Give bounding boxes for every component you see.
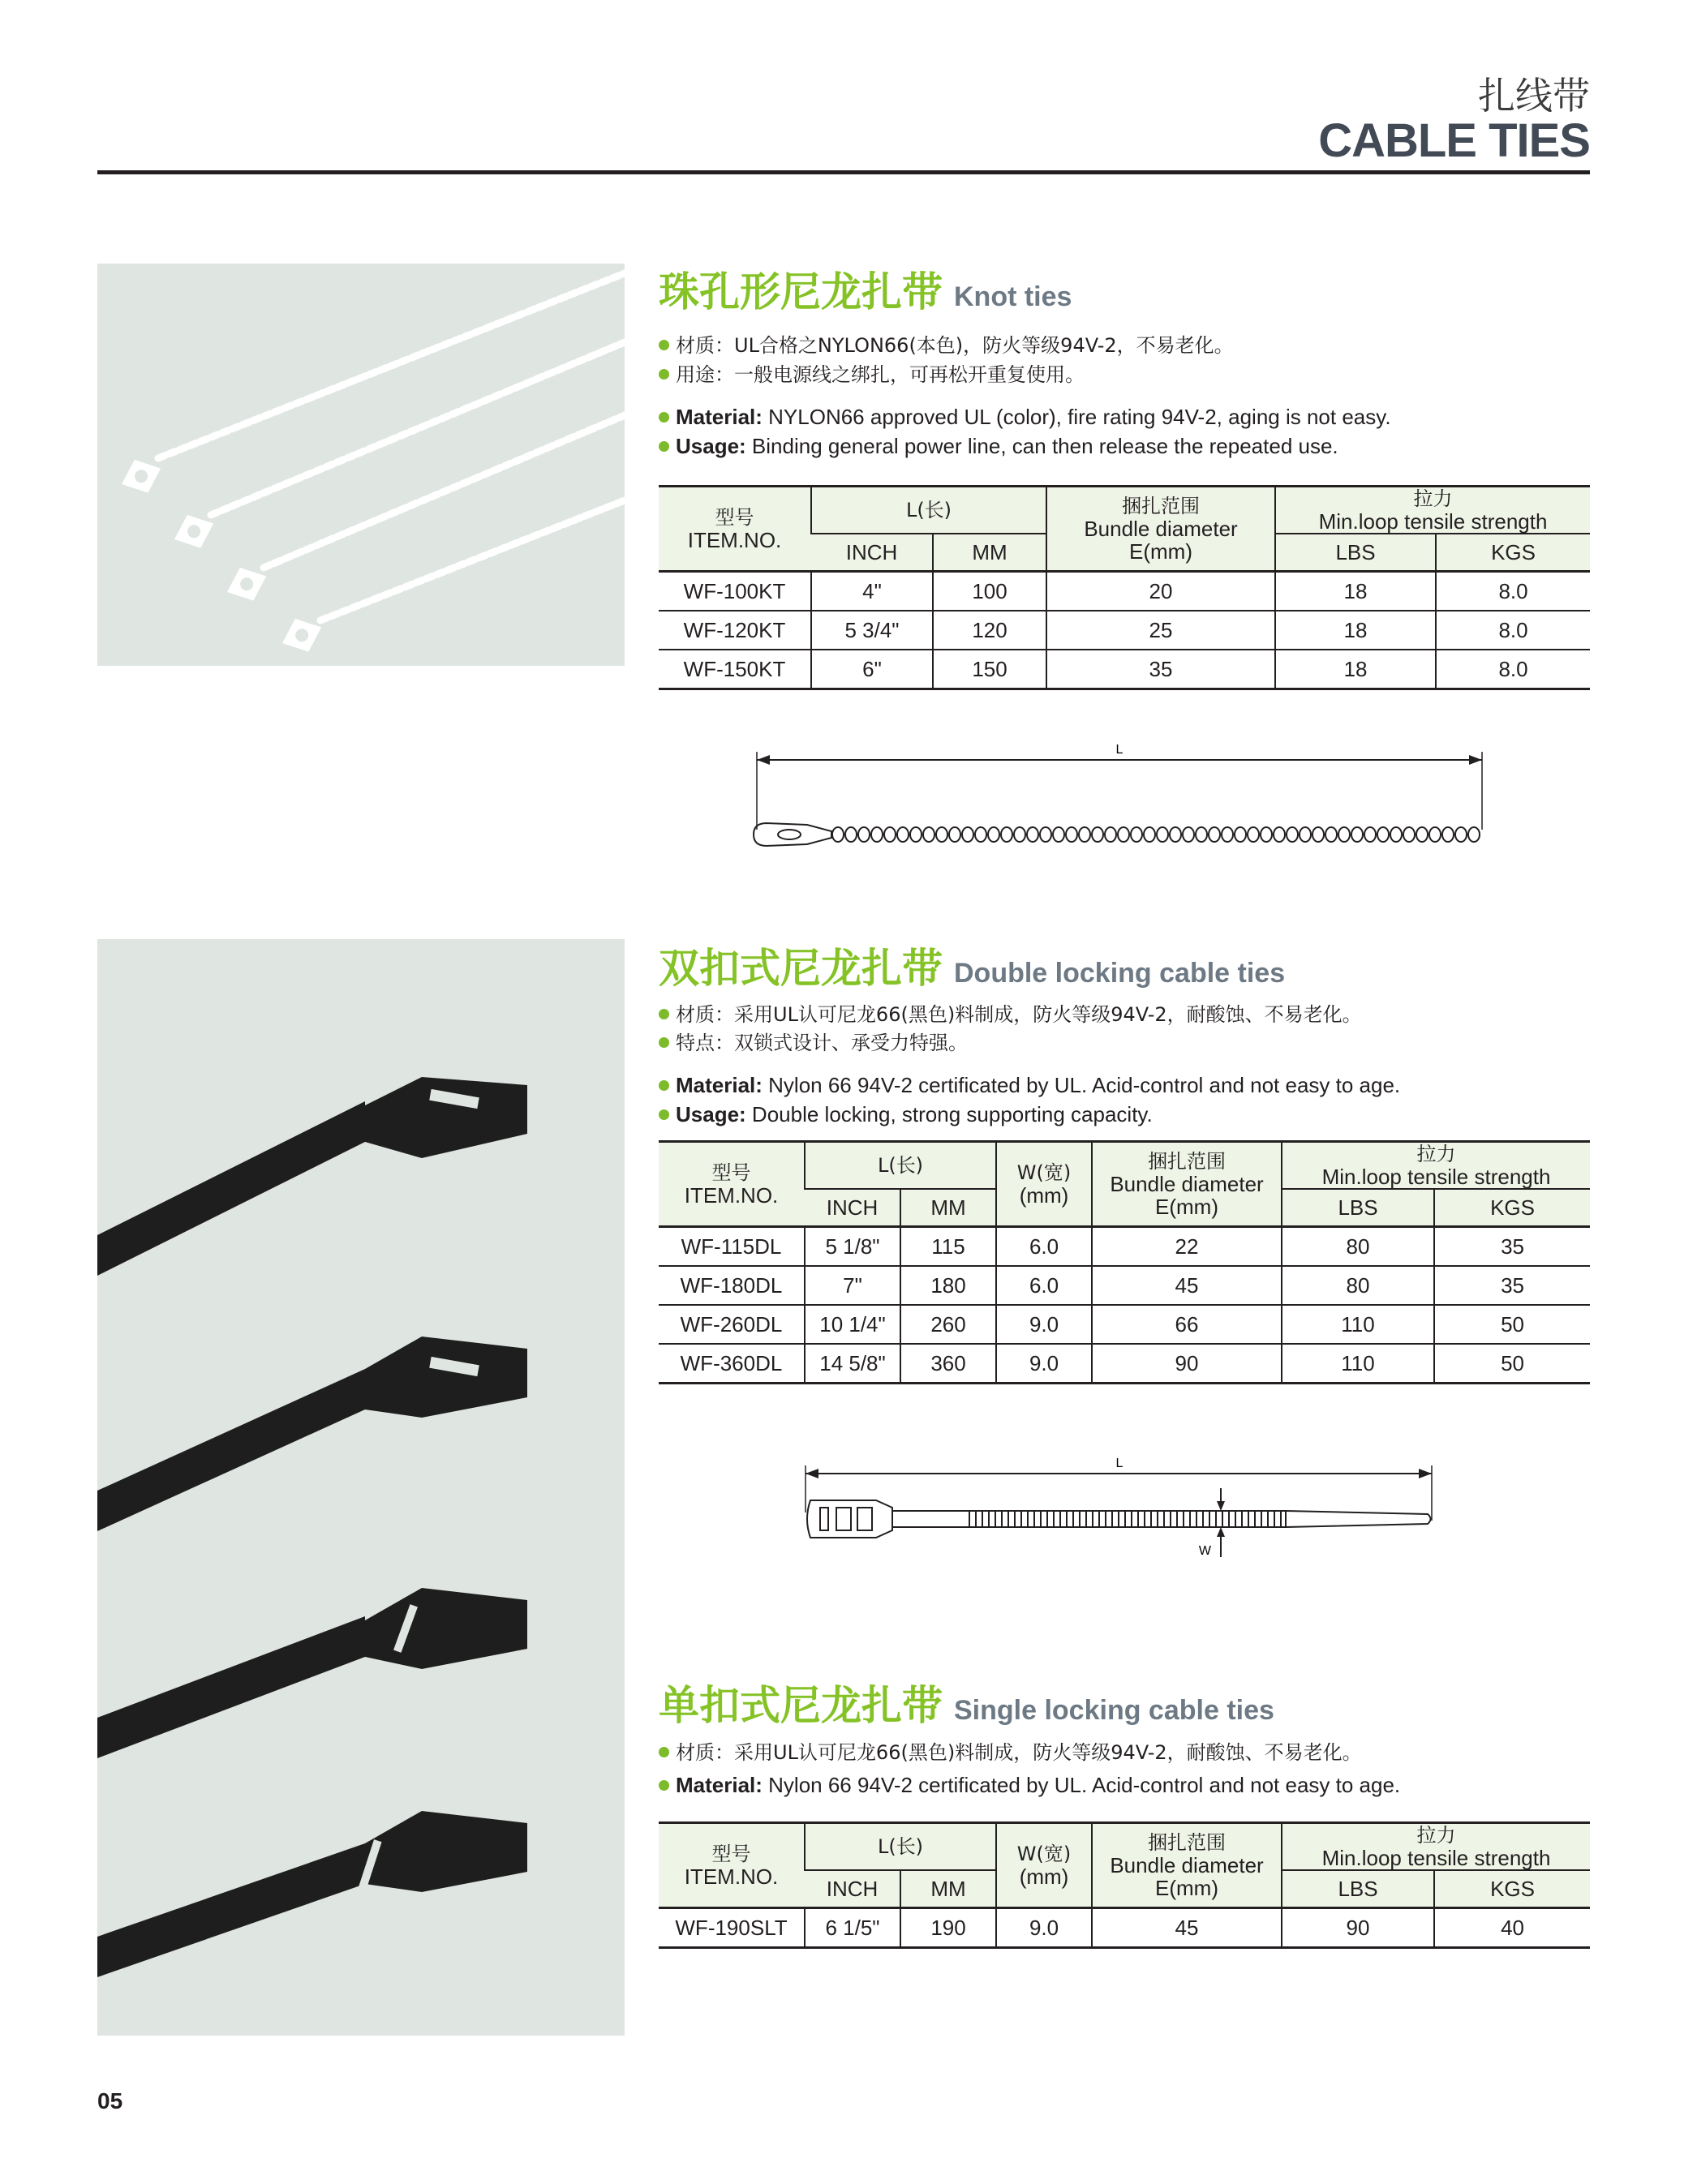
bead <box>897 827 909 842</box>
knot-note-cn-2: 用途：一般电源线之绑扎，可再松开重复使用。 <box>659 360 1085 389</box>
knot-diagram-length-label: L <box>1115 743 1123 757</box>
double-diagram-length-label: L <box>1115 1457 1123 1470</box>
table-row: WF-115DL 5 1/8" 115 6.0 22 80 35 <box>659 1226 1590 1266</box>
bead <box>1027 827 1038 842</box>
table-row: WF-100KT 4" 100 20 18 8.0 <box>659 571 1590 611</box>
black-cable-ties-image <box>97 939 625 2036</box>
th-kgs: KGS <box>1436 534 1590 571</box>
bead <box>1170 827 1181 842</box>
bead <box>1287 827 1298 842</box>
table-row: WF-260DL 10 1/4" 260 9.0 66 110 50 <box>659 1305 1590 1344</box>
table-row: WF-120KT 5 3/4" 120 25 18 8.0 <box>659 611 1590 650</box>
knot-ties-title <box>659 260 1072 318</box>
bead <box>949 827 960 842</box>
bead <box>1429 827 1441 842</box>
bead <box>910 827 922 842</box>
header-divider <box>97 170 1590 174</box>
bead <box>1183 827 1194 842</box>
bead <box>923 827 934 842</box>
header-title-cn: 扎线带 <box>1478 74 1590 118</box>
bead <box>1144 827 1155 842</box>
table-row: WF-180DL 7" 180 6.0 45 80 35 <box>659 1266 1590 1305</box>
bead <box>1001 827 1012 842</box>
bead <box>975 827 986 842</box>
table-row: WF-150KT 6" 150 35 18 8.0 <box>659 650 1590 689</box>
bead <box>871 827 883 842</box>
bead <box>1222 827 1233 842</box>
knot-tie-diagram <box>750 742 1497 856</box>
bead <box>1248 827 1259 842</box>
bead <box>1390 827 1402 842</box>
bead <box>1403 827 1415 842</box>
single-locking-title <box>659 1673 1274 1731</box>
single-note-cn-1: 材质：采用UL认可尼龙66(黑色)料制成，防火等级94V-2，耐酸蚀、不易老化。 <box>659 1738 1362 1767</box>
double-locking-diagram <box>799 1456 1440 1577</box>
cable-ties-photo <box>97 939 625 2036</box>
double-note-en-material: Material: Nylon 66 94V-2 certificated by UL. Acid-control and not easy to age. <box>659 1071 1400 1100</box>
bead <box>1157 827 1168 842</box>
page-number: 05 <box>97 2088 123 2113</box>
double-locking-table: 型号 ITEM.NO. L(长) W(宽) (mm) 捆扎范围 Bundle diameter E(mm) 拉力 Min.loop tensile strength INCH MM LBS KGS WF-115DL 5 1/8" 115 6.0 22 80 35 WF-180DL 7" 180 6.0 45 80 35 WF-260DL 10 1/4" 260 9.0 66 110 50 WF-360DL 14 5/8" 360 9.0 90 110 50 <box>659 1140 1590 1384</box>
bead <box>1053 827 1064 842</box>
bead <box>1235 827 1246 842</box>
bead <box>832 827 844 842</box>
th-mm: MM <box>933 534 1046 571</box>
bead <box>858 827 870 842</box>
table-row: WF-190SLT 6 1/5" 190 9.0 45 90 40 <box>659 1907 1590 1947</box>
bead <box>1416 827 1428 842</box>
th-bundle-en: Bundle diameter <box>1084 516 1238 541</box>
bead <box>1338 827 1350 842</box>
single-locking-table: 型号 ITEM.NO. L(长) W(宽) (mm) 捆扎范围 Bundle diameter E(mm) 拉力 Min.loop tensile strength INCH MM LBS KGS WF-190SLT 6 1/5" 190 9.0 45 90 40 <box>659 1821 1590 1949</box>
bead <box>1377 827 1389 842</box>
double-locking-title <box>659 936 1285 994</box>
knot-ties-title-cn: 珠孔形尼龙扎带 <box>659 268 943 315</box>
bead <box>1040 827 1051 842</box>
table-row: WF-360DL 14 5/8" 360 9.0 90 110 50 <box>659 1344 1590 1384</box>
knot-ties-photo <box>97 264 625 666</box>
knot-note-en-usage: Usage: Binding general power line, can then release the repeated use. <box>659 431 1338 461</box>
th-item-en: ITEM.NO. <box>687 527 782 552</box>
knot-ties-title-en: Knot ties <box>954 281 1072 312</box>
bead <box>1209 827 1220 842</box>
th-lbs: LBS <box>1275 534 1436 571</box>
knot-ties-table <box>659 485 1590 690</box>
bead <box>1351 827 1363 842</box>
bead <box>1274 827 1285 842</box>
double-locking-title-en: Double locking cable ties <box>954 958 1286 989</box>
th-bundle-cn: 捆扎范围 <box>1122 494 1201 517</box>
bead <box>1092 827 1103 842</box>
th-item-cn: 型号 <box>715 505 754 529</box>
bead <box>1455 827 1467 842</box>
single-note-en-material: Material: Nylon 66 94V-2 certificated by UL. Acid-control and not easy to age. <box>659 1770 1400 1800</box>
bead <box>1312 827 1324 842</box>
double-note-cn-2: 特点：双锁式设计、承受力特强。 <box>659 1028 968 1058</box>
single-locking-title-cn: 单扣式尼龙扎带 <box>659 1682 943 1729</box>
th-tensile-cn: 拉力 <box>1413 487 1453 510</box>
knot-note-en-material: Material: NYLON66 approved UL (color), fire rating 94V-2, aging is not easy. <box>659 402 1391 431</box>
double-note-en-usage: Usage: Double locking, strong supporting capacity. <box>659 1100 1153 1129</box>
th-tensile-en: Min.loop tensile strength <box>1318 509 1548 534</box>
bead <box>884 827 896 842</box>
th-bundle-unit: E(mm) <box>1129 538 1192 564</box>
bead <box>1300 827 1311 842</box>
double-diagram-width-label: W <box>1198 1544 1211 1558</box>
knot-note-cn-1: 材质：UL合格之NYLON66(本色)，防火等级94V-2，不易老化。 <box>659 331 1234 360</box>
th-length: L(长) <box>811 487 1046 534</box>
th-inch: INCH <box>811 534 933 571</box>
double-locking-title-cn: 双扣式尼龙扎带 <box>659 945 943 992</box>
bead <box>1442 827 1454 842</box>
bead <box>1468 827 1480 842</box>
bead <box>845 827 857 842</box>
bead <box>1131 827 1142 842</box>
bead <box>1118 827 1129 842</box>
header-title-en: CABLE TIES <box>1318 114 1590 167</box>
bead <box>1079 827 1090 842</box>
bead <box>1364 827 1376 842</box>
double-note-cn-1: 材质：采用UL认可尼龙66(黑色)料制成，防火等级94V-2，耐酸蚀、不易老化。 <box>659 1000 1362 1029</box>
bead <box>1196 827 1207 842</box>
bead <box>936 827 947 842</box>
bead <box>1325 827 1337 842</box>
knot-ties-image <box>97 264 625 666</box>
bead <box>1014 827 1025 842</box>
bead <box>1105 827 1116 842</box>
bead <box>988 827 999 842</box>
bead <box>1066 827 1077 842</box>
bead <box>1261 827 1272 842</box>
bead <box>962 827 973 842</box>
single-locking-title-en: Single locking cable ties <box>954 1695 1274 1726</box>
